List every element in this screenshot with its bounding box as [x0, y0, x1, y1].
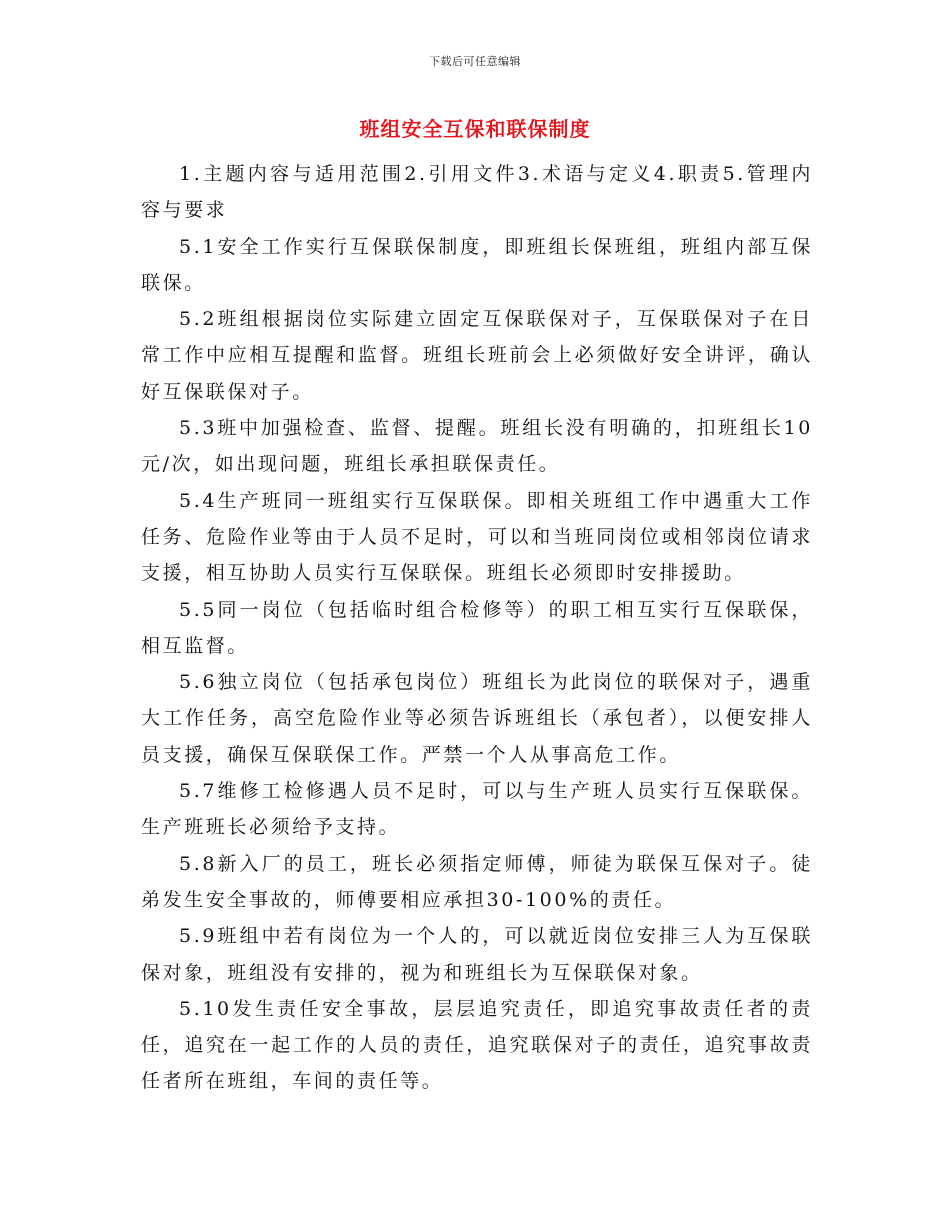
- paragraph-5-10: 5.10发生责任安全事故，层层追究责任，即追究事故责任者的责任，追究在一起工作的人员的责任，追究联保对子的责任，追究事故责任者所在班组，车间的责任等。: [141, 997, 813, 1093]
- document-title: 班组安全互保和联保制度: [359, 117, 591, 141]
- paragraph-scope: 1.主题内容与适用范围2.引用文件3.术语与定义4.职责5.管理内容与要求: [141, 163, 813, 222]
- paragraph-5-8: 5.8新入厂的员工，班长必须指定师傅，师徒为联保互保对子。徒弟发生安全事故的，师傅要相应承担30-100%的责任。: [141, 852, 813, 911]
- paragraph-5-3: 5.3班中加强检查、监督、提醒。班组长没有明确的，扣班组长10元/次，如出现问题，班组长承担联保责任。: [141, 417, 813, 476]
- paragraph-5-5: 5.5同一岗位（包括临时组合检修等）的职工相互实行互保联保，相互监督。: [141, 598, 813, 657]
- paragraph-5-7: 5.7维修工检修遇人员不足时，可以与生产班人员实行互保联保。生产班班长必须给予支持。: [141, 780, 813, 839]
- paragraph-5-6: 5.6独立岗位（包括承包岗位）班组长为此岗位的联保对子，遇重大工作任务，高空危险作业等必须告诉班组长（承包者），以便安排人员支援，确保互保联保工作。严禁一个人从事高危工作。: [141, 671, 813, 766]
- document-body: [141, 156, 813, 1100]
- paragraph-5-1: 5.1安全工作实行互保联保制度，即班组长保班组，班组内部互保联保。: [141, 235, 813, 294]
- paragraph-5-9: 5.9班组中若有岗位为一个人的，可以就近岗位安排三人为互保联保对象，班组没有安排的，视为和班组长为互保联保对象。: [141, 925, 813, 984]
- paragraph-5-2: 5.2班组根据岗位实际建立固定互保联保对子，互保联保对子在日常工作中应相互提醒和监督。班组长班前会上必须做好安全讲评，确认好互保联保对子。: [141, 308, 813, 403]
- paragraph-5-4: 5.4生产班同一班组实行互保联保。即相关班组工作中遇重大工作任务、危险作业等由于人员不足时，可以和当班同岗位或相邻岗位请求支援，相互协助人员实行互保联保。班组长必须即时安排援助。: [141, 489, 813, 585]
- header-note: 下载后可任意编辑: [429, 55, 521, 68]
